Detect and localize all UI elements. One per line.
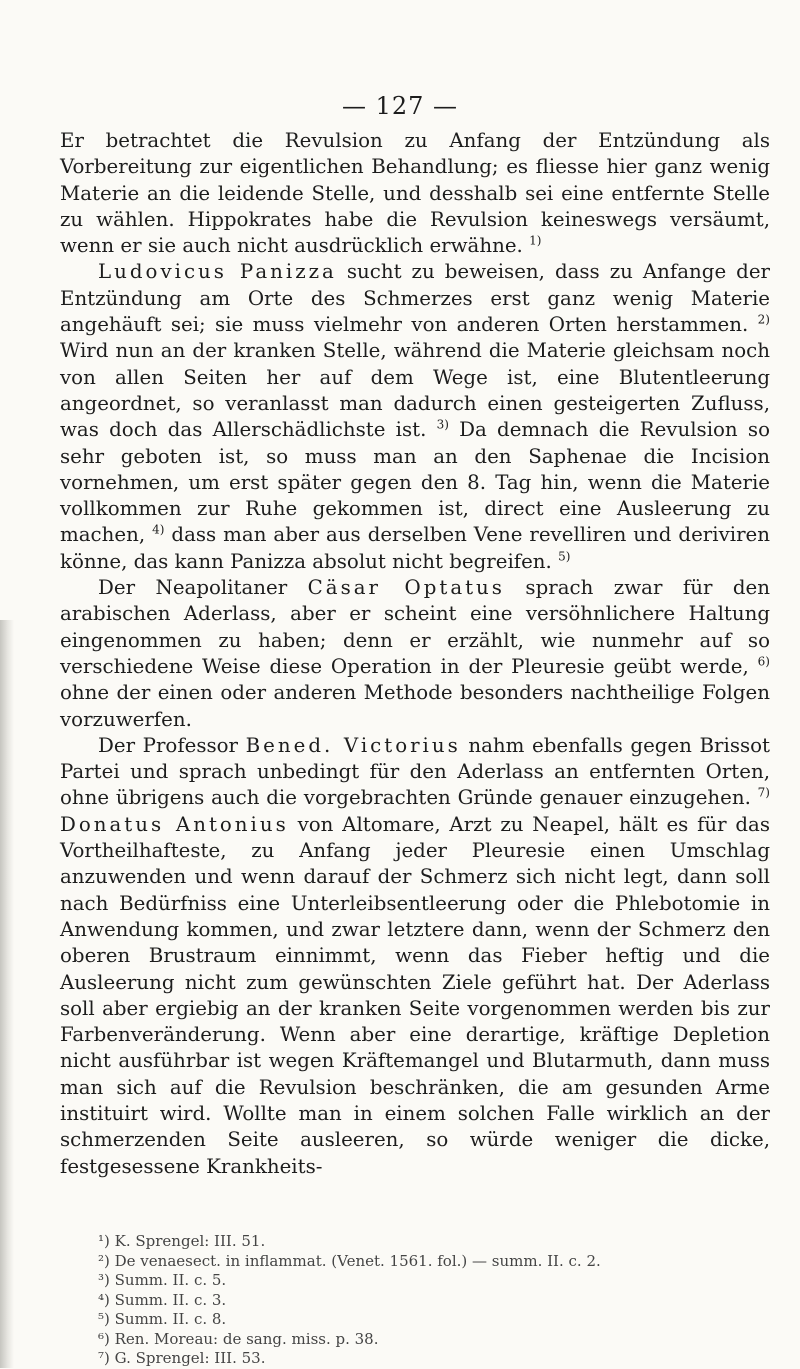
spaced-name: Bened. Victorius (245, 733, 461, 757)
paragraph (60, 128, 770, 259)
text-run: Da demnach die Revulsion so sehr geboten ist, so muss man an den Saphenae die Incision vornehmen, um erst später gegen den 8. Tag hin, wenn die Materie vollkommen zur Ruhe gekommen ist, direct eine Ausleerung zu machen, (60, 418, 770, 547)
footnote-6: ⁶) Ren. Moreau: de sang. miss. p. 38. (98, 1329, 379, 1348)
text-run: von Altomare, Arzt zu Neapel, hält es für das Vortheilhafteste, zu Anfang jeder Pleuresie einen Umschlag anzuwenden und wenn darauf der Schmerz sich nicht legt, dann soll nach Bedürfniss eine Unterleibsentleerung oder die Phlebotomie in Anwendung kommen, und zwar letztere dann, wenn der Schmerz den oberen Brustraum einnimmt, wenn das Fieber heftig und die Ausleerung nicht zum gewünschten Ziele geführt hat. Der Aderlass soll aber ergiebig an der kranken Seite vorgenommen werden bis zur Farbenveränderung. Wenn aber eine derartige, kräftige Depletion nicht ausführbar ist wegen Kräftemangel und Blutarmuth, dann muss man sich auf die Revulsion beschränken, die am gesunden Arme instituirt wird. Wollte man in einem solchen Falle wirklich an der schmerzenden Seite ausleeren, so würde weniger die dicke, festgesessene Krankheits- (60, 812, 770, 1178)
spaced-name: Cäsar Optatus (307, 576, 505, 600)
footnote-5: ⁵) Summ. II. c. 8. (98, 1310, 227, 1328)
text-run: ohne der einen oder anderen Methode besonders nachtheilige Folgen vorzuwerfen. (60, 681, 770, 731)
text-run: nahm ebenfalls gegen Brissot Partei und sprach unbedingt für den Aderlass an entfernten Orten, ohne übrigens auch die vorgebrachten Gründe genauer einzugehen. (60, 733, 770, 810)
footnote-3: ³) Summ. II. c. 5. (98, 1271, 227, 1289)
footnote-ref: 2) (757, 312, 770, 327)
footnotes (98, 1232, 758, 1369)
footnote-ref: 4) (152, 522, 165, 537)
paragraph (60, 259, 770, 575)
text-run: sucht zu beweisen, dass zu Anfange der Entzündung am Orte des Schmerzes erst ganz wenig Materie angehäuft sei; sie muss vielmehr von anderen Orten herstammen. (60, 260, 770, 337)
paragraph (60, 733, 770, 1180)
footnote-4: ⁴) Summ. II. c. 3. (98, 1290, 227, 1309)
body-text (60, 128, 770, 1180)
footnote-ref: 1) (529, 233, 542, 248)
spaced-name: Donatus Antonius (60, 812, 289, 836)
text-run: Der Professor (98, 733, 246, 757)
paragraph (60, 575, 770, 733)
footnote-ref: 7) (757, 785, 770, 800)
footnote-ref: 5) (558, 549, 571, 564)
text-run: sprach zwar für den arabischen Aderlass, aber er scheint eine versöhnlichere Haltung eingenommen zu haben; denn er erzählt, wie nunmehr auf so verschiedene Weise diese Operation in der Pleuresie geübt werde, (60, 576, 770, 678)
text-run: Der Neapolitaner (98, 576, 308, 600)
page-gutter-shadow (0, 620, 14, 1368)
spaced-name: Ludovicus Panizza (98, 260, 337, 284)
footnote-ref: 6) (757, 654, 770, 669)
footnote-ref: 3) (436, 417, 449, 432)
text-run: Er betrachtet die Revulsion zu Anfang der Entzündung als Vorbereitung zur eigentlichen Behandlung; es fliesse hier ganz wenig Materie an die leidende Stelle, und desshalb sei eine entfernte Stelle zu wählen. Hippokrates habe die Revulsion keineswegs versäumt, wenn er sie auch nicht ausdrücklich erwähne. (60, 129, 770, 258)
footnote-2: ²) De venaesect. in inflammat. (Venet. 1561. fol.) — summ. II. c. 2. (98, 1251, 601, 1270)
text-run: Wird nun an der kranken Stelle, während die Materie gleichsam noch von allen Seiten her auf dem Wege ist, eine Blutentleerung angeordnet, so veranlasst man dadurch einen gesteigerten Zufluss, was doch das Allerschädlichste ist. (60, 339, 770, 442)
footnote-1: ¹) K. Sprengel: III. 51. (98, 1232, 266, 1250)
footnote-7: ⁷) G. Sprengel: III. 53. (98, 1349, 266, 1367)
page-number: — 127 — (341, 92, 459, 120)
text-run: dass man aber aus derselben Vene revelliren und deriviren könne, das kann Panizza absolut nicht begreifen. (60, 523, 770, 573)
